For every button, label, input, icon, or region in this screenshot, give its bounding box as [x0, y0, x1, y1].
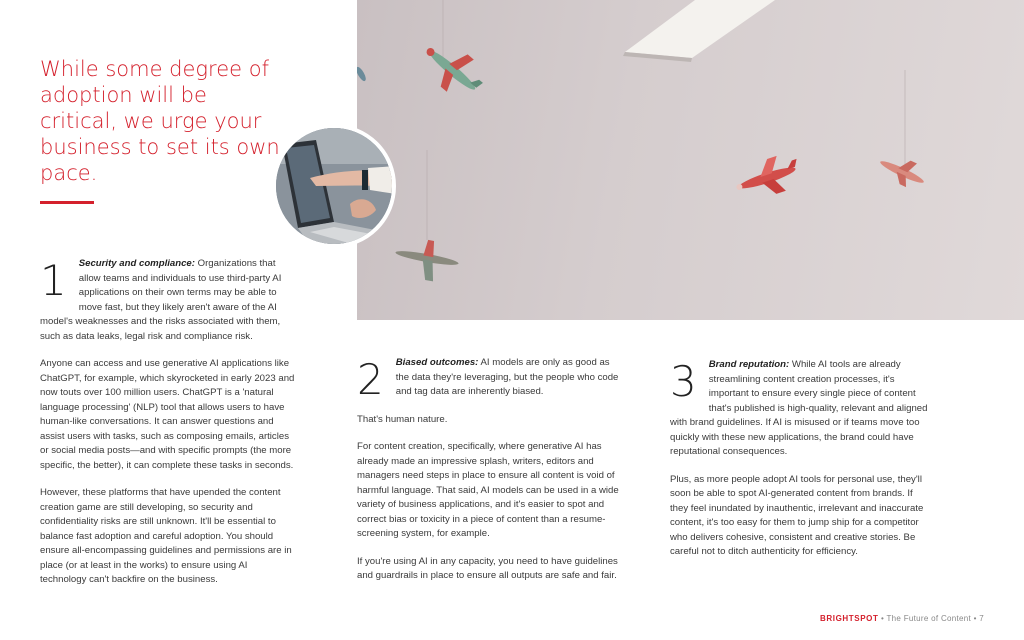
headline-rule: [40, 201, 94, 204]
point-number: 2: [357, 355, 384, 404]
body-paragraph: However, these platforms that have upended the content creation game are still developing, so security and confidentiality risks are still unknown. It'll be essential to balance fast adoption and careful adoption. You should ensure all-encompassing guidelines and permissions are in place (or at least in the works) to ensure using AI technology can't backfire on the business.: [40, 487, 292, 585]
body-paragraph: Plus, as more people adopt AI tools for personal use, they'll soon be able to spot AI-generated content from brands. If they feel inundated by inauthentic, irrelevant and inaccurate content, it's too easy for them to jump ship for a competitor who delivers cohesive, consistent and creative stories. Be careful not to ditch authenticity for efficiency.: [670, 473, 924, 557]
point-title: Security and compliance:: [78, 258, 195, 269]
column-1: [40, 257, 296, 588]
body-paragraph: If you're using AI in any capacity, you need to have guidelines and guardrails in place to ensure all outputs are safe and fair.: [357, 555, 618, 581]
headline: While some degree of adoption will be critical, we urge your business to set its own pace.: [40, 57, 280, 185]
column-3: [670, 358, 932, 560]
point-title: Brand reputation:: [708, 359, 790, 370]
hero-photo-paper-planes: [357, 0, 1024, 320]
point-number: 1: [40, 256, 67, 305]
body-paragraph: That's human nature.: [357, 413, 448, 425]
point-text: While AI tools are already streamlining content creation processes, it's important to ensure every single piece of content that's published is high-quality, relevant and aligned with brand guidelines. If AI is misused or if teams move too quickly with these new applications, the brand could have reputational consequences.: [670, 359, 928, 457]
brand-logo: BRIGHTSPOT: [820, 614, 879, 623]
body-paragraph: For content creation, specifically, where generative AI has already made an impressive splash, writers, editors and managers need steps in place to ensure all content is void of harmful language. That said, AI models can be used in a wide variety of business applications, and it's easier to spot and correct bias or toxicity in a piece of content than a resume-screening system, for example.: [357, 441, 619, 539]
point-brand: [670, 358, 932, 460]
point-number: 3: [670, 357, 697, 406]
footer-separator: •: [973, 614, 977, 623]
point-title: Biased outcomes:: [395, 357, 479, 368]
laptop-photo-circle: [272, 124, 396, 248]
body-paragraph: Anyone can access and use generative AI applications like ChatGPT, for example, which skyrocketed in early 2023 and now touts over 100 million users. ChatGPT is a 'natural language processing' (NLP) tool that allows users to have human-like conversations. It can answer questions and assist users with tasks, such as composing emails, articles or social media posts—and with specific prompts (the more specific, the better), it can complete these tasks in seconds.: [40, 358, 295, 471]
paper-planes-illustration: [357, 0, 1024, 320]
point-text: Organizations that allow teams and individuals to use third-party AI applications on their own terms may be able to move fast, but they likely aren't aware of the AI model's weaknesses and the risks associated with them, such as data leaks, legal risk and compliance risk.: [40, 258, 282, 342]
publication-title: The Future of Content: [886, 614, 972, 623]
laptop-hands-illustration: [272, 124, 396, 248]
point-bias: [357, 355, 619, 404]
column-2: [357, 356, 619, 584]
page-footer: [820, 614, 984, 623]
point-text: AI models are only as good as the data they're leveraging, but the people who code and tag data are inherently biased.: [395, 357, 619, 397]
point-security: [40, 257, 296, 344]
page-number: 7: [979, 614, 984, 623]
footer-separator: •: [881, 614, 885, 623]
